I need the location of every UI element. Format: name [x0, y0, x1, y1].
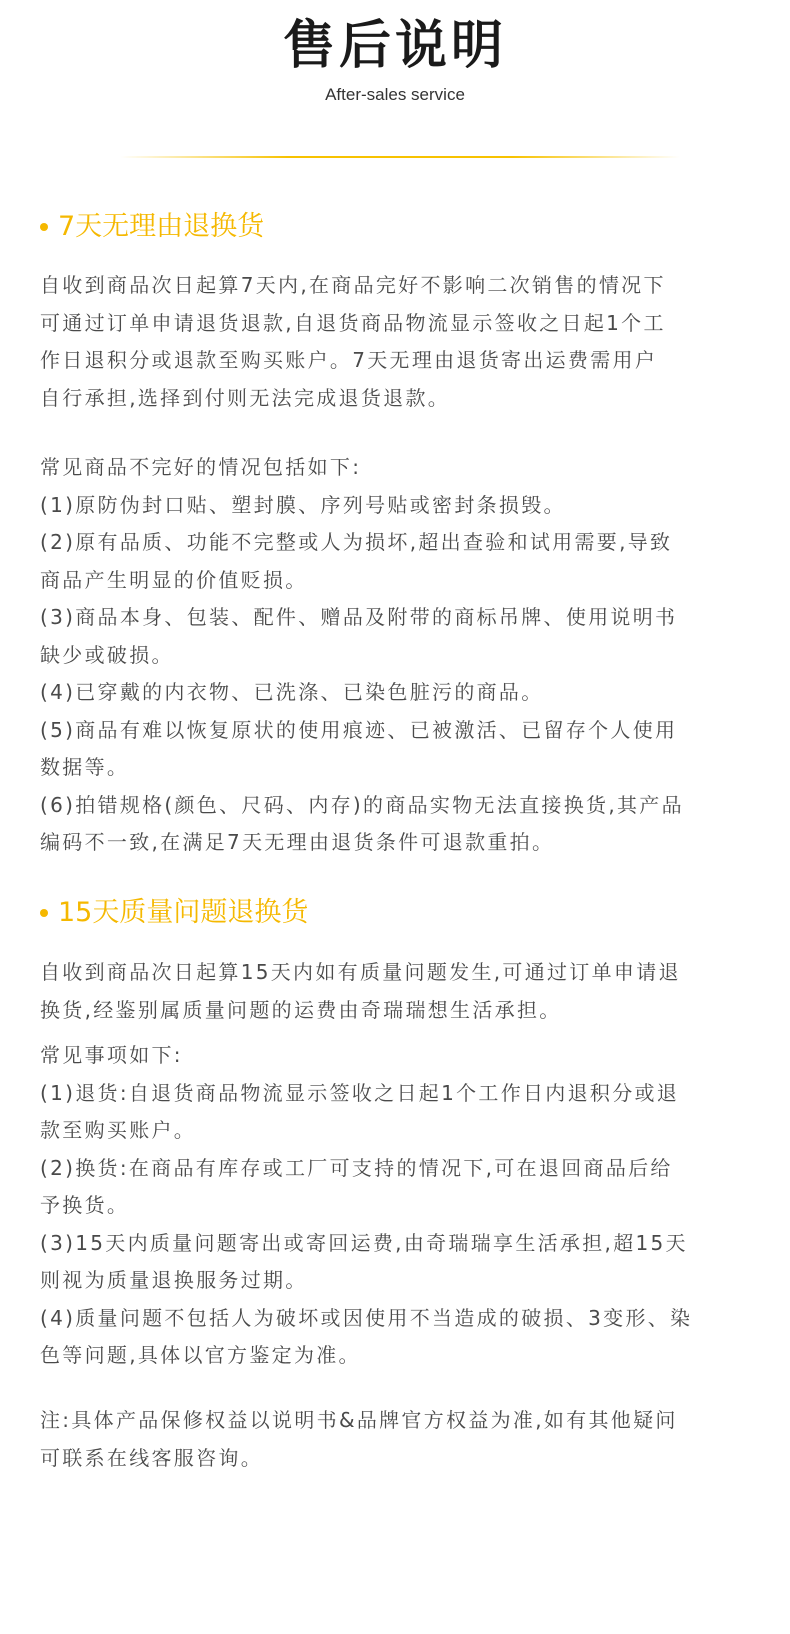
- header-divider: [120, 156, 680, 158]
- bullet-dot-icon: [40, 909, 48, 917]
- page-subtitle: After-sales service: [325, 85, 465, 104]
- section-7day-heading: [40, 209, 264, 245]
- page-title: 售后说明: [282, 16, 507, 76]
- footer-note: 注:具体产品保修权益以说明书&品牌官方权益为准,如有其他疑问 可联系在线客服咨询。: [40, 1408, 678, 1470]
- bullet-dot-icon: [40, 223, 48, 231]
- section-15day-items: 常见事项如下: (1)退货:自退货商品物流显示签收之日起1个工作日内退积分或退 款至购买账户。 (2)换货:在商品有库存或工厂可支持的情况下,可在退回商品后给 予换货。 (3)15天内质量问题寄出或寄回运费,由奇瑞瑞享生活承担,超15天 则视为质量退换服务过期。 (4)质量问题不包括人为破坏或因使用不当造成的破损、3变形、染 色等问题,具体以官方鉴定为准。: [40, 1043, 693, 1367]
- section-15day-intro: 自收到商品次日起算15天内如有质量问题发生,可通过订单申请退 换货,经鉴别属质量问题的运费由奇瑞瑞想生活承担。: [40, 960, 681, 1022]
- section-15day-title: 15天质量问题退换货: [58, 897, 309, 928]
- section-7day-title: 7天无理由退换货: [58, 211, 265, 242]
- section-15day-heading: [40, 895, 308, 931]
- section-7day-intro: 自收到商品次日起算7天内,在商品完好不影响二次销售的情况下 可通过订单申请退货退款,自退货商品物流显示签收之日起1个工 作日退积分或退款至购买账户。7天无理由退货寄出运费需用户 自行承担,选择到付则无法完成退货退款。: [40, 273, 666, 410]
- section-7day-conditions: 常见商品不完好的情况包括如下: (1)原防伪封口贴、塑封膜、序列号贴或密封条损毁。 (2)原有品质、功能不完整或人为损坏,超出查验和试用需要,导致 商品产生明显的价值贬损。 (3)商品本身、包装、配件、赠品及附带的商标吊牌、使用说明书 缺少或破损。 (4)已穿戴的内衣物、已洗涤、已染色脏污的商品。 (5)商品有难以恢复原状的使用痕迹、已被激活、已留存个人使用 数据等。 (6)拍错规格(颜色、尺码、内存)的商品实物无法直接换货,其产品 编码不一致,在满足7天无理由退货条件可退款重拍。: [40, 455, 684, 854]
